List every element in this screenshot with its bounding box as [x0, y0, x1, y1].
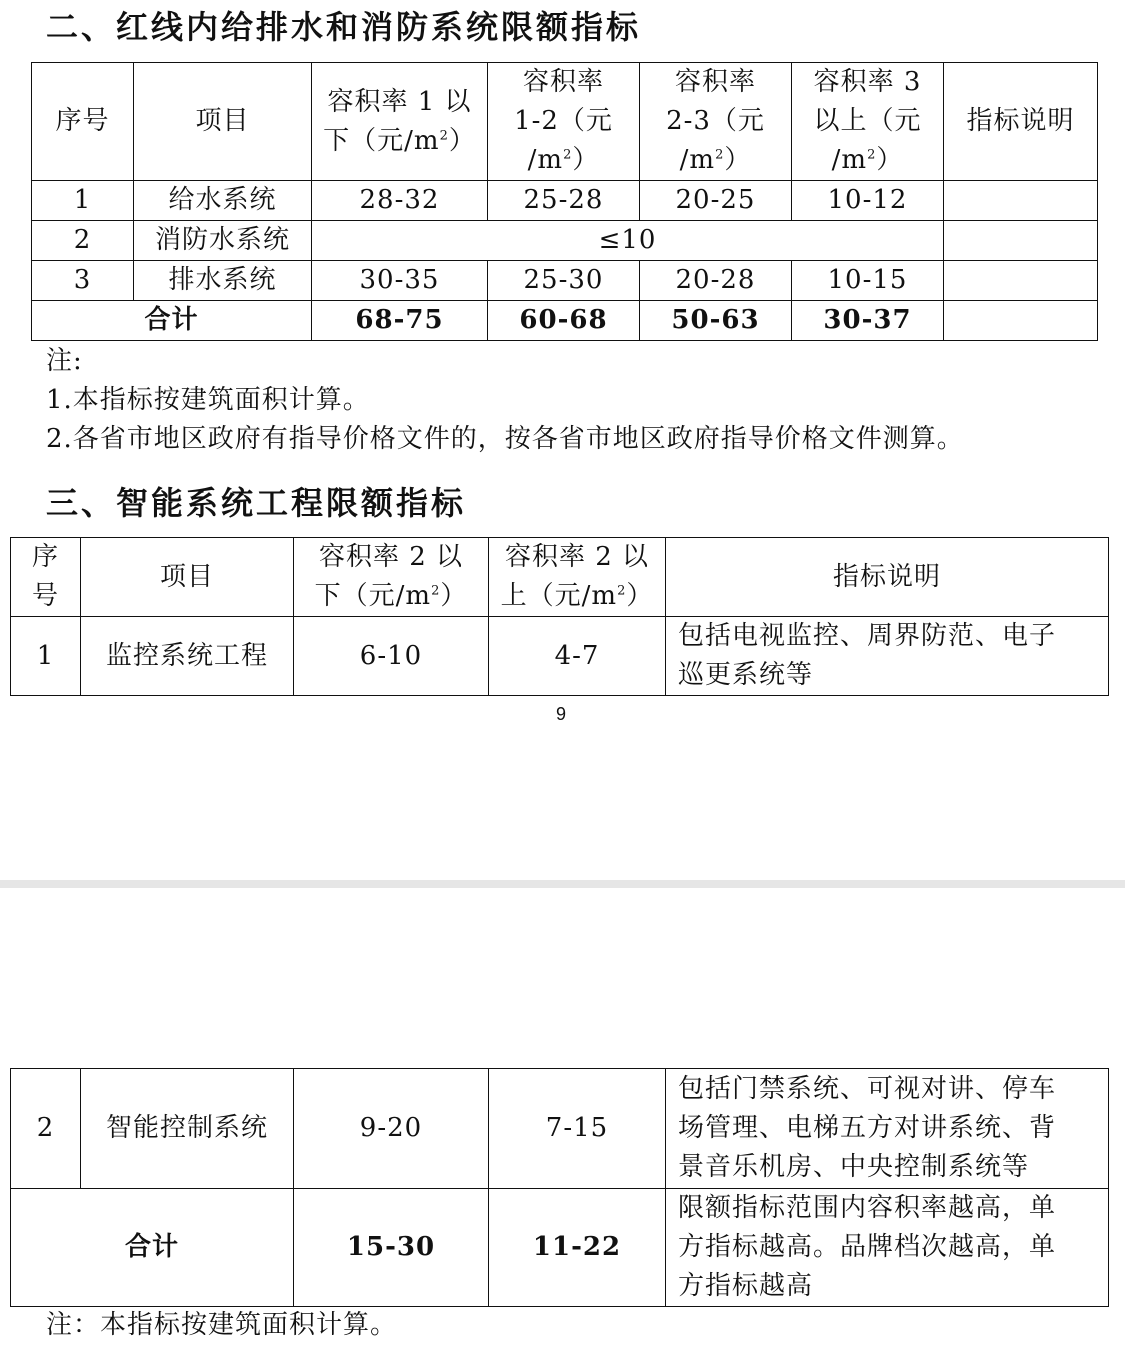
section3-title: 三、智能系统工程限额指标 — [46, 484, 467, 522]
total-row — [32, 301, 1098, 341]
row-value: 20-25 — [640, 181, 792, 221]
header-far-1-2: 容积率 1-2（元 $/m^2$） — [488, 63, 640, 181]
header-seq: 序号 — [32, 63, 134, 181]
total-description: 限额指标范围内容积率越高，单 方指标越高。品牌档次越高，单 方指标越高 — [666, 1189, 1109, 1307]
row-item: 智能控制系统 — [81, 1069, 294, 1189]
row-value: 4-7 — [489, 617, 666, 696]
header-far-below-2: 容积率 2 以 下（元$/m^2$） — [294, 538, 489, 617]
row-description: 包括电视监控、周界防范、电子 巡更系统等 — [666, 617, 1109, 696]
header-seq: 序 号 — [11, 538, 81, 617]
row-value: 25-30 — [488, 261, 640, 301]
row-description: 包括门禁系统、可视对讲、停车 场管理、电梯五方对讲系统、背 景音乐机房、中央控制系统等 — [666, 1069, 1109, 1189]
total-value: 11-22 — [489, 1189, 666, 1307]
row-seq: 2 — [32, 221, 134, 261]
header-far-above-2: 容积率 2 以 上（元$/m^2$） — [489, 538, 666, 617]
intelligent-system-table — [10, 537, 1109, 696]
table-header-row — [32, 63, 1098, 181]
row-seq: 1 — [32, 181, 134, 221]
table-row — [32, 221, 1098, 261]
page-divider — [0, 880, 1125, 888]
row-item: 给水系统 — [134, 181, 312, 221]
total-label: 合计 — [32, 301, 312, 341]
note-heading: 注: — [46, 346, 83, 376]
total-row — [11, 1189, 1109, 1307]
row-item: 消防水系统 — [134, 221, 312, 261]
total-value: 30-37 — [792, 301, 944, 341]
row-merged-value: ≤10 — [312, 221, 944, 261]
header-far-above-3: 容积率 3 以上（元 $/m^2$） — [792, 63, 944, 181]
header-description: 指标说明 — [944, 63, 1098, 181]
row-value: 7-15 — [489, 1069, 666, 1189]
table-row — [11, 1069, 1109, 1189]
header-far-2-3: 容积率 2-3（元 $/m^2$） — [640, 63, 792, 181]
row-value: 9-20 — [294, 1069, 489, 1189]
row-value: 30-35 — [312, 261, 488, 301]
section3-note: 注：本指标按建筑面积计算。 — [46, 1310, 398, 1340]
row-item: 排水系统 — [134, 261, 312, 301]
section2-title: 二、红线内给排水和消防系统限额指标 — [46, 8, 642, 46]
total-description — [944, 301, 1098, 341]
table-row — [32, 181, 1098, 221]
total-label: 合计 — [11, 1189, 294, 1307]
row-description — [944, 261, 1098, 301]
row-value: 10-12 — [792, 181, 944, 221]
row-value: 20-28 — [640, 261, 792, 301]
row-description — [944, 221, 1098, 261]
row-seq: 2 — [11, 1069, 81, 1189]
section2-notes — [46, 342, 964, 459]
header-item: 项目 — [81, 538, 294, 617]
row-seq: 1 — [11, 617, 81, 696]
page-number: 9 — [556, 704, 567, 724]
row-value: 25-28 — [488, 181, 640, 221]
table-row — [32, 261, 1098, 301]
total-value: 50-63 — [640, 301, 792, 341]
intelligent-system-table-continued — [10, 1068, 1109, 1307]
row-value: 28-32 — [312, 181, 488, 221]
row-value: 10-15 — [792, 261, 944, 301]
water-fire-table — [31, 62, 1098, 341]
row-item: 监控系统工程 — [81, 617, 294, 696]
header-item: 项目 — [134, 63, 312, 181]
note-line: 1.本指标按建筑面积计算。 — [46, 385, 370, 415]
table-header-row — [11, 538, 1109, 617]
row-value: 6-10 — [294, 617, 489, 696]
header-far-below-1: 容积率 1 以 下（元$/m^2$） — [312, 63, 488, 181]
table-row — [11, 617, 1109, 696]
total-value: 60-68 — [488, 301, 640, 341]
row-seq: 3 — [32, 261, 134, 301]
total-value: 15-30 — [294, 1189, 489, 1307]
row-description — [944, 181, 1098, 221]
note-line: 2.各省市地区政府有指导价格文件的，按各省市地区政府指导价格文件测算。 — [46, 424, 964, 454]
header-description: 指标说明 — [666, 538, 1109, 617]
total-value: 68-75 — [312, 301, 488, 341]
